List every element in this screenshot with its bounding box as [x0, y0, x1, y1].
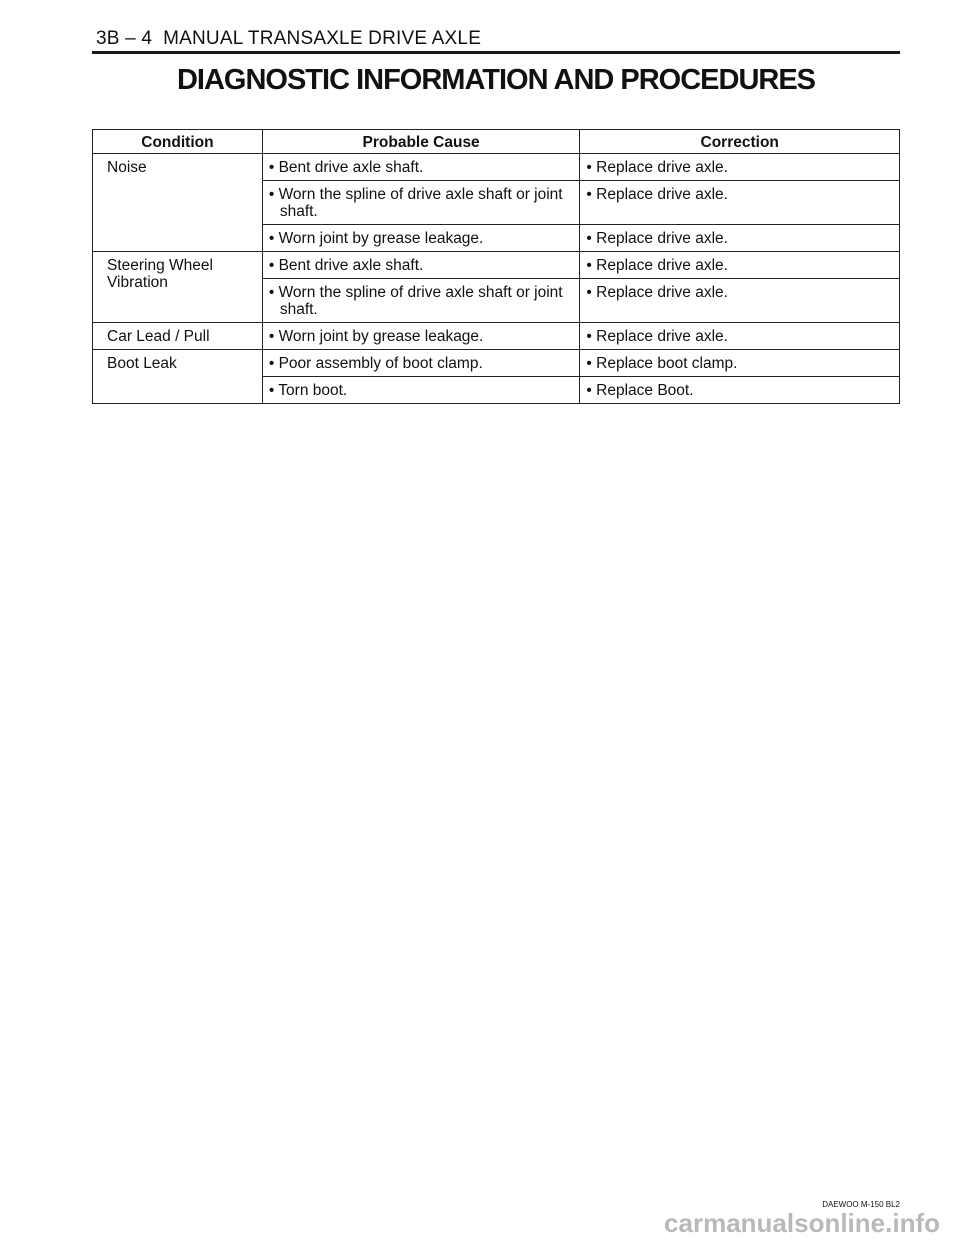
table-row: [93, 154, 900, 181]
correction-cell: [580, 154, 900, 181]
correction-text: Replace drive axle.: [596, 284, 728, 301]
bullet: •: [268, 230, 275, 247]
diagnosis-table: [92, 129, 900, 404]
cause-cell: [262, 323, 580, 350]
section-code: 3B – 4: [96, 28, 153, 49]
correction-cell: [580, 279, 900, 323]
bullet: •: [268, 328, 275, 345]
column-header-correction: Correction: [580, 130, 900, 154]
section-title: MANUAL TRANSAXLE DRIVE AXLE: [163, 28, 482, 49]
cause-text: Bent drive axle shaft.: [278, 257, 424, 274]
correction-cell: [580, 225, 900, 252]
bullet: •: [268, 382, 275, 399]
cause-cell: [262, 154, 580, 181]
bullet: •: [586, 355, 592, 372]
column-header-condition: Condition: [93, 130, 263, 154]
cause-text: Poor assembly of boot clamp.: [278, 355, 483, 372]
cause-cell: [262, 252, 580, 279]
cause-cell: [262, 181, 580, 225]
bullet: •: [268, 186, 275, 203]
correction-cell: [580, 377, 900, 404]
condition-cell: Noise: [93, 154, 263, 252]
correction-cell: [580, 323, 900, 350]
correction-text: Replace drive axle.: [596, 328, 728, 345]
cause-text: Bent drive axle shaft.: [278, 159, 424, 176]
table-row: [93, 323, 900, 350]
bullet: •: [268, 355, 275, 372]
condition-cell: Car Lead / Pull: [93, 323, 263, 350]
bullet: •: [586, 284, 592, 301]
bullet: •: [586, 328, 592, 345]
correction-text: Replace Boot.: [596, 382, 694, 399]
condition-cell: Steering Wheel Vibration: [93, 252, 263, 323]
cause-text: Worn the spline of drive axle shaft or joint shaft.: [278, 284, 563, 318]
bullet: •: [586, 257, 592, 274]
running-header: [96, 28, 481, 50]
cause-text: Torn boot.: [278, 382, 348, 399]
cause-cell: [262, 279, 580, 323]
correction-cell: [580, 350, 900, 377]
cause-text: Worn the spline of drive axle shaft or joint shaft.: [278, 186, 563, 220]
cause-cell: [262, 350, 580, 377]
bullet: •: [268, 284, 275, 301]
cause-text: Worn joint by grease leakage.: [278, 230, 484, 247]
correction-cell: [580, 252, 900, 279]
correction-text: Replace drive axle.: [596, 186, 728, 203]
page-title: DIAGNOSTIC INFORMATION AND PROCEDURES: [176, 64, 816, 96]
table-header-row: [93, 130, 900, 154]
bullet: •: [586, 159, 592, 176]
document-code: DAEWOO M-150 BL2: [822, 1200, 900, 1209]
correction-text: Replace drive axle.: [596, 159, 728, 176]
watermark: carmanualsonline.info: [664, 1208, 940, 1238]
bullet: •: [268, 257, 275, 274]
bullet: •: [586, 382, 592, 399]
column-header-probable-cause: Probable Cause: [262, 130, 580, 154]
bullet: •: [586, 230, 592, 247]
bullet: •: [268, 159, 275, 176]
cause-cell: [262, 377, 580, 404]
cause-text: Worn joint by grease leakage.: [278, 328, 484, 345]
correction-text: Replace drive axle.: [596, 230, 728, 247]
header-rule: [92, 51, 900, 54]
table-row: [93, 252, 900, 279]
correction-cell: [580, 181, 900, 225]
correction-text: Replace boot clamp.: [596, 355, 738, 372]
bullet: •: [586, 186, 592, 203]
cause-cell: [262, 225, 580, 252]
condition-cell: Boot Leak: [93, 350, 263, 404]
correction-text: Replace drive axle.: [596, 257, 728, 274]
table-row: [93, 350, 900, 377]
